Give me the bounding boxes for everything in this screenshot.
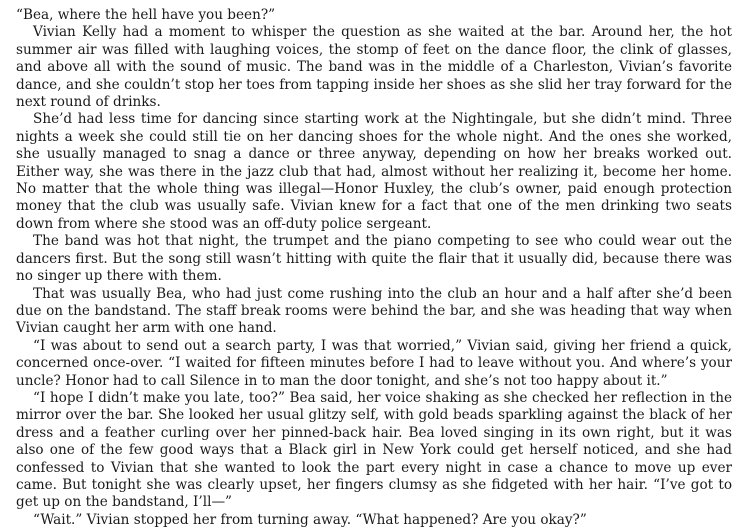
paragraph-4: The band was hot that night, the trumpet and the piano competing to see who could wear out the dancers first. But the song still wasn’t hitting with quite the flair that it usually did, because there was no singer up there with them. <box>16 233 732 285</box>
paragraph-8: “Wait.” Vivian stopped her from turning away. “What happened? Are you okay?” <box>33 511 587 528</box>
paragraph-7: “I hope I didn’t make you late, too?” Bea said, her voice shaking as she checked her reflection in the mirror over the bar. She looked her usual glitzy self, with gold beads sparkling against the black of her dress and a feather curling over her pinned-back hair. Bea loved singing in its own right, but it was also one of the few good ways that a Black girl in New York could get herself noticed, and she had confessed to Vivian that she wanted to look the part every night in case a chance to move up ever came. But tonight she was clearly upset, her fingers clumsy as she fidgeted with her hair. “I’ve got to get up on the bandstand, I’ll—” <box>16 389 732 511</box>
paragraph-2: Vivian Kelly had a moment to whisper the question as she waited at the bar. Around her, the hot summer air was filled with laughing voices, the stomp of feet on the dance floor, the clink of glasses, and above all with the sound of music. The band was in the middle of a Charleston, Vivian’s favorite dance, and she couldn’t stop her toes from tapping inside her shoes as she slid her tray forward for the next round of drinks. <box>16 24 732 111</box>
paragraph-1: “Bea, where the hell have you been?” <box>16 7 276 23</box>
paragraph-5: That was usually Bea, who had just come rushing into the club an hour and a half after she’d been due on the bandstand. The staff break rooms were behind the bar, and she was heading that way when Vivian caught her arm with one hand. <box>16 285 732 337</box>
paragraph-6: “I was about to send out a search party, I was that worried,” Vivian said, giving her friend a quick, concerned once-over. “I waited for fifteen minutes before I had to leave without you. And where’s your uncle? Honor had to call Silence in to man the door tonight, and she’s not too happy about it.” <box>16 337 732 389</box>
paragraph-3: She’d had less time for dancing since starting work at the Nightingale, but she didn’t mind. Three nights a week she could still tie on her dancing shoes for the whole night. And the ones she worked, she usually managed to snag a dance or three anyway, depending on how her breaks worked out. Either way, she was there in the jazz club that had, almost without her realizing it, become her home. No matter that the whole thing was illegal—Honor Huxley, the club’s owner, paid enough protection money that the club was usually safe. Vivian knew for a fact that one of the men drinking two seats down from where she stood was an off-duty police sergeant. <box>16 111 732 232</box>
document-page <box>16 7 732 529</box>
